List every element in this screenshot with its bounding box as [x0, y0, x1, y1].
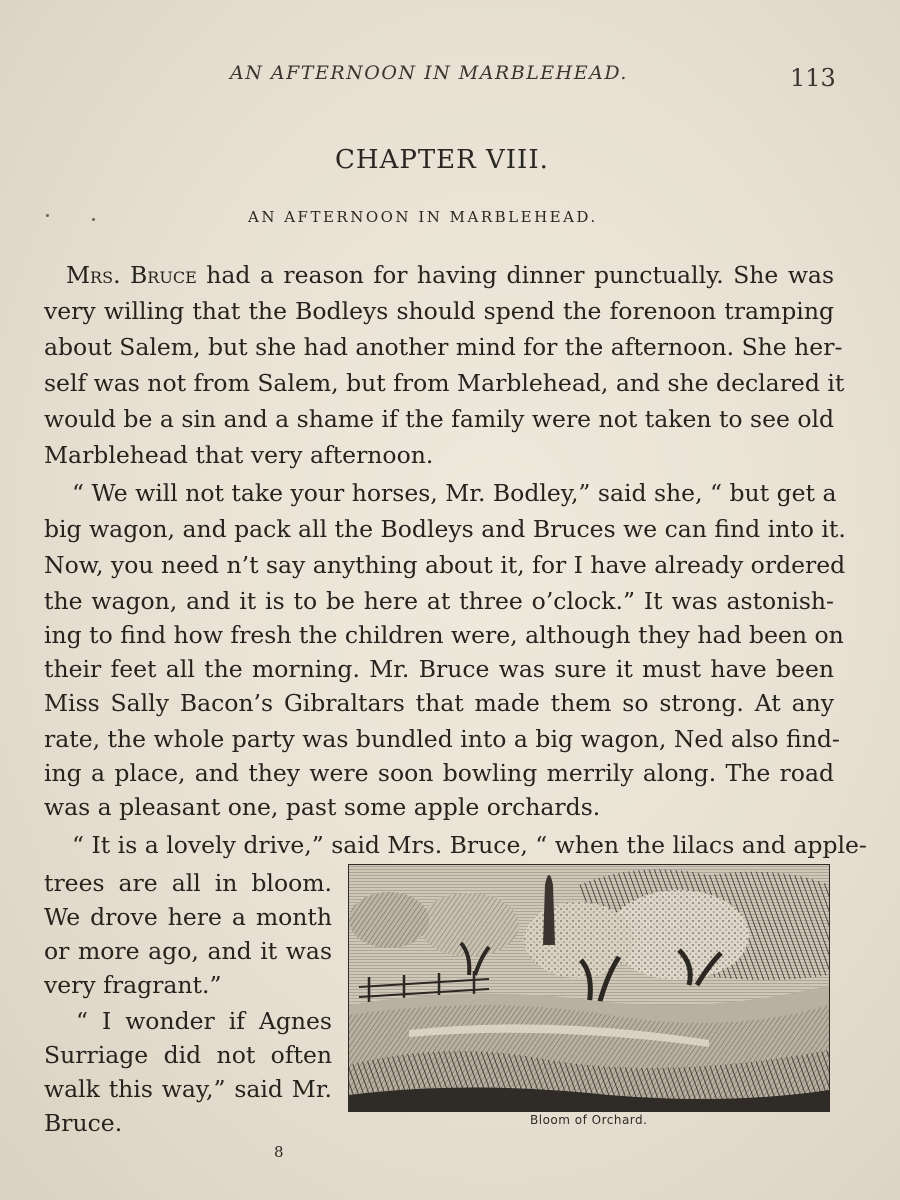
text-line: would be a sin and a shame if the family were not taken to see old — [44, 405, 835, 433]
text-line: was a pleasant one, past some apple orchards. — [44, 793, 601, 821]
text-line-segment: had a reason for having dinner punctually. She was — [196, 261, 834, 289]
text-line: Miss Sally Bacon’s Gibraltars that made them so strong. At any — [44, 689, 834, 717]
text-line: Now, you need n’t say anything about it, for I have already ordered — [44, 551, 846, 579]
text-line: very fragrant.” — [44, 971, 222, 999]
orchard-illustration — [349, 865, 829, 1111]
text-line — [66, 258, 834, 292]
text-line: Marblehead that very afternoon. — [44, 441, 434, 469]
signature-mark: 8 — [274, 1143, 284, 1161]
text-line: very willing that the Bodleys should spend the forenoon tramping — [44, 297, 834, 325]
text-line: their feet all the morning. Mr. Bruce was sure it must have been — [44, 655, 834, 683]
text-line: Surriage did not often — [44, 1041, 332, 1069]
text-line: “ We will not take your horses, Mr. Bodley,” said she, “ but get a — [72, 479, 837, 507]
paper-speck — [46, 214, 49, 217]
text-line: walk this way,” said Mr. — [44, 1075, 332, 1103]
text-line: ing a place, and they were soon bowling merrily along. The road — [44, 759, 834, 787]
text-line: about Salem, but she had another mind for the afternoon. She her- — [44, 333, 843, 361]
text-line: or more ago, and it was — [44, 937, 332, 965]
text-line: big wagon, and pack all the Bodleys and Bruces we can find into it. — [44, 515, 846, 543]
text-line: rate, the whole party was bundled into a big wagon, Ned also find- — [44, 725, 840, 753]
chapter-title: CHAPTER VIII. — [335, 145, 549, 175]
text-line: self was not from Salem, but from Marblehead, and she declared it — [44, 369, 845, 397]
figure-caption: Bloom of Orchard. — [530, 1113, 648, 1127]
text-line: “ I wonder if Agnes — [76, 1007, 332, 1035]
text-line: “ It is a lovely drive,” said Mrs. Bruce, “ when the lilacs and apple- — [72, 831, 867, 859]
orchard-engraving — [348, 864, 830, 1112]
text-line: the wagon, and it is to be here at three o’clock.” It was astonish- — [44, 587, 834, 615]
text-line: ing to find how fresh the children were, although they had been on — [44, 621, 844, 649]
paper-speck — [92, 218, 95, 221]
opening-small-caps: Mrs. Bruce — [66, 261, 197, 289]
page-number: 113 — [790, 64, 836, 92]
chapter-subtitle: AN AFTERNOON IN MARBLEHEAD. — [248, 208, 598, 226]
text-line: Bruce. — [44, 1109, 123, 1137]
running-header: AN AFTERNOON IN MARBLEHEAD. — [230, 62, 628, 84]
text-line: We drove here a month — [44, 903, 332, 931]
text-line: trees are all in bloom. — [44, 869, 332, 897]
